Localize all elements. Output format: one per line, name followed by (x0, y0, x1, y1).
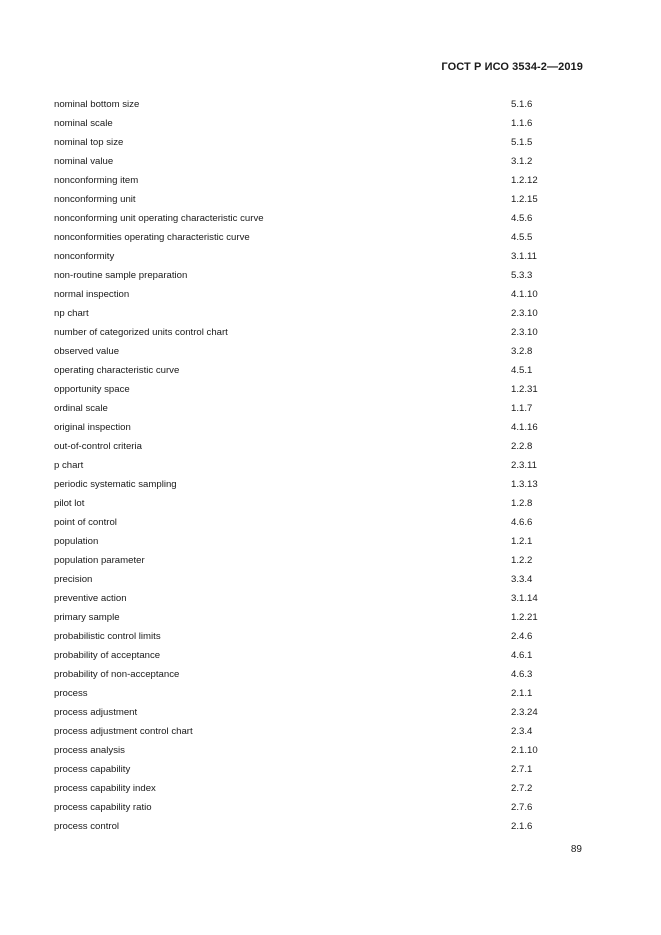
index-clause-number: 1.2.8 (511, 498, 533, 509)
index-term: nominal value (54, 156, 114, 167)
index-clause-number: 2.3.11 (511, 460, 537, 471)
index-clause-number: 3.1.2 (511, 156, 533, 167)
index-term: opportunity space (54, 384, 130, 395)
index-clause-number: 4.5.5 (511, 232, 533, 243)
index-term: preventive action (54, 593, 127, 604)
index-clause-number: 5.3.3 (511, 270, 533, 281)
index-entry (54, 628, 614, 647)
index-clause-number: 1.3.13 (511, 479, 538, 490)
index-clause-number: 2.1.10 (511, 745, 538, 756)
index-term: process analysis (54, 745, 125, 756)
index-term: original inspection (54, 422, 131, 433)
index-entry (54, 362, 614, 381)
index-term: periodic systematic sampling (54, 479, 177, 490)
index-term: out-of-control criteria (54, 441, 142, 452)
index-clause-number: 3.2.8 (511, 346, 533, 357)
index-clause-number: 1.2.2 (511, 555, 533, 566)
index-term: population (54, 536, 99, 547)
index-entry (54, 210, 614, 229)
index-entry (54, 267, 614, 286)
index-entry (54, 514, 614, 533)
index-clause-number: 1.2.21 (511, 612, 538, 623)
index-entry (54, 153, 614, 172)
index-entry (54, 419, 614, 438)
index-clause-number: 4.5.6 (511, 213, 533, 224)
index-term: operating characteristic curve (54, 365, 180, 376)
index-clause-number: 4.1.10 (511, 289, 538, 300)
index-clause-number: 3.3.4 (511, 574, 533, 585)
index-entry (54, 381, 614, 400)
index-term: observed value (54, 346, 120, 357)
index-entry (54, 685, 614, 704)
index-term: process adjustment control chart (54, 726, 193, 737)
index-clause-number: 1.2.12 (511, 175, 538, 186)
index-clause-number: 1.1.7 (511, 403, 533, 414)
index-term: primary sample (54, 612, 120, 623)
page-number: 89 (570, 844, 582, 855)
index-clause-number: 4.6.6 (511, 517, 533, 528)
index-term: process adjustment (54, 707, 138, 718)
index-term: nonconforming unit (54, 194, 136, 205)
index-entry (54, 571, 614, 590)
index-entry (54, 742, 614, 761)
index-term: process (54, 688, 88, 699)
index-term: normal inspection (54, 289, 130, 300)
index-clause-number: 2.7.2 (511, 783, 533, 794)
index-term: probability of acceptance (54, 650, 161, 661)
index-clause-number: 3.1.14 (511, 593, 538, 604)
index-entry (54, 799, 614, 818)
index-entry (54, 476, 614, 495)
index-entry (54, 343, 614, 362)
index-term: nonconforming item (54, 175, 139, 186)
index-clause-number: 2.3.4 (511, 726, 533, 737)
index-term: point of control (54, 517, 117, 528)
index-entry (54, 666, 614, 685)
index-entry (54, 704, 614, 723)
index-clause-number: 2.3.24 (511, 707, 538, 718)
index-term: nominal top size (54, 137, 124, 148)
index-clause-number: 2.1.1 (511, 688, 533, 699)
index-entry (54, 191, 614, 210)
index-entry (54, 533, 614, 552)
index-clause-number: 5.1.5 (511, 137, 533, 148)
index-entry (54, 780, 614, 799)
index-entry (54, 229, 614, 248)
index-term: probability of non-acceptance (54, 669, 180, 680)
index-entry (54, 438, 614, 457)
index-clause-number: 1.2.31 (511, 384, 538, 395)
index-entry (54, 609, 614, 628)
alphabetical-index-list (54, 96, 614, 837)
index-term: number of categorized units control chart (54, 327, 228, 338)
index-clause-number: 2.7.1 (511, 764, 533, 775)
index-clause-number: 1.2.1 (511, 536, 533, 547)
index-clause-number: 3.1.11 (511, 251, 537, 262)
index-term: nonconformity (54, 251, 115, 262)
index-entry (54, 818, 614, 837)
index-clause-number: 2.4.6 (511, 631, 533, 642)
index-term: nonconforming unit operating characteristic curve (54, 213, 264, 224)
index-term: nominal scale (54, 118, 113, 129)
index-entry (54, 495, 614, 514)
page-header-standard-code: ГОСТ Р ИСО 3534-2—2019 (441, 61, 583, 73)
index-entry (54, 172, 614, 191)
index-term: probabilistic control limits (54, 631, 161, 642)
index-term: non-routine sample preparation (54, 270, 188, 281)
index-term: pilot lot (54, 498, 85, 509)
index-entry (54, 457, 614, 476)
index-clause-number: 4.5.1 (511, 365, 533, 376)
index-clause-number: 1.1.6 (511, 118, 533, 129)
index-entry (54, 248, 614, 267)
index-term: process capability ratio (54, 802, 152, 813)
index-clause-number: 2.3.10 (511, 308, 538, 319)
index-entry (54, 400, 614, 419)
index-entry (54, 590, 614, 609)
index-term: nonconformities operating characteristic curve (54, 232, 250, 243)
index-term: nominal bottom size (54, 99, 140, 110)
index-term: process capability (54, 764, 131, 775)
index-term: np chart (54, 308, 89, 319)
index-clause-number: 2.1.6 (511, 821, 533, 832)
index-clause-number: 2.7.6 (511, 802, 533, 813)
index-entry (54, 647, 614, 666)
index-entry (54, 324, 614, 343)
index-clause-number: 4.1.16 (511, 422, 538, 433)
index-clause-number: 1.2.15 (511, 194, 538, 205)
index-clause-number: 5.1.6 (511, 99, 533, 110)
index-term: process control (54, 821, 120, 832)
index-clause-number: 2.3.10 (511, 327, 538, 338)
index-term: p chart (54, 460, 84, 471)
index-entry (54, 115, 614, 134)
index-term: precision (54, 574, 93, 585)
index-entry (54, 286, 614, 305)
index-entry (54, 761, 614, 780)
index-clause-number: 4.6.3 (511, 669, 533, 680)
index-entry (54, 552, 614, 571)
index-term: population parameter (54, 555, 145, 566)
index-term: process capability index (54, 783, 156, 794)
index-entry (54, 723, 614, 742)
index-term: ordinal scale (54, 403, 108, 414)
index-clause-number: 2.2.8 (511, 441, 533, 452)
index-entry (54, 305, 614, 324)
index-entry (54, 134, 614, 153)
index-entry (54, 96, 614, 115)
index-clause-number: 4.6.1 (511, 650, 533, 661)
